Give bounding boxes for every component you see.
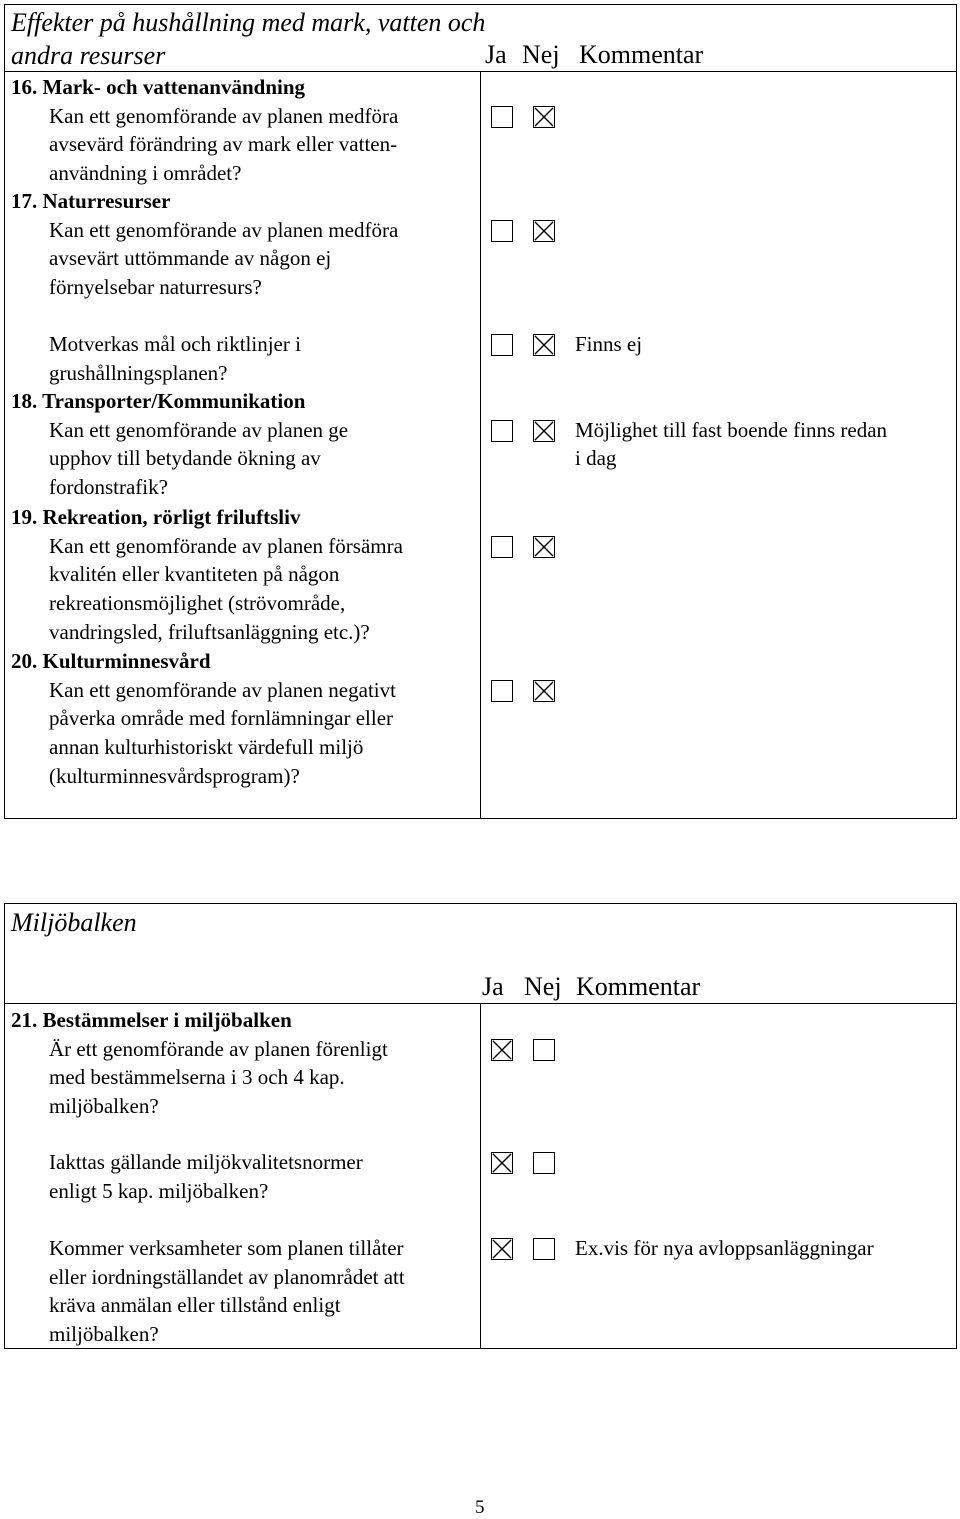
question-text: Kan ett genomförande av planen negativt <box>49 677 396 702</box>
question-text: Kan ett genomförande av planen medföra <box>49 217 399 242</box>
question-text: förnyelsebar naturresurs? <box>49 275 262 300</box>
question-text: eller iordningställandet av planområdet att <box>49 1264 405 1289</box>
nej-checkbox[interactable] <box>533 1152 555 1174</box>
column-header-ja: Ja <box>485 40 507 69</box>
ja-checkbox[interactable] <box>491 536 513 558</box>
ja-checkbox[interactable] <box>491 1039 513 1061</box>
page-number: 5 <box>475 1497 485 1518</box>
question-text: Motverkas mål och riktlinjer i <box>49 332 301 356</box>
nej-checkbox[interactable] <box>533 106 555 128</box>
question-item <box>11 330 301 387</box>
column-header-kommentar: Kommentar <box>579 40 704 69</box>
ja-checkbox[interactable] <box>491 1152 513 1174</box>
question-item <box>11 73 398 188</box>
nej-checkbox[interactable] <box>533 420 555 442</box>
question-text: Kommer verksamheter som planen tillåter <box>49 1236 404 1260</box>
question-heading: 20. Kulturminnesvård <box>11 649 211 673</box>
nej-checkbox[interactable] <box>533 334 555 356</box>
question-heading: 17. Naturresurser <box>11 189 171 213</box>
question-text: (kulturminnesvårdsprogram)? <box>49 763 300 788</box>
question-text: vandringsled, friluftsanläggning etc.)? <box>49 619 370 644</box>
question-text: kvalitén eller kvantiteten på någon <box>49 562 340 587</box>
question-item <box>11 503 403 647</box>
nej-checkbox[interactable] <box>533 536 555 558</box>
section-title: Miljöbalken <box>11 908 137 937</box>
question-text: med bestämmelserna i 3 och 4 kap. <box>49 1065 345 1090</box>
question-text: grushållningsplanen? <box>49 360 228 385</box>
nej-checkbox[interactable] <box>533 220 555 242</box>
question-text: enligt 5 kap. miljöbalken? <box>49 1178 269 1203</box>
column-divider <box>480 71 481 819</box>
ja-checkbox[interactable] <box>491 106 513 128</box>
question-item <box>11 1006 388 1121</box>
question-text: miljöbalken? <box>49 1094 159 1119</box>
ja-checkbox[interactable] <box>491 220 513 242</box>
question-text: användning i området? <box>49 161 242 186</box>
column-header-nej: Nej <box>522 40 560 69</box>
question-item <box>11 187 398 302</box>
question-heading: 16. Mark- och vattenanvändning <box>11 75 306 99</box>
question-text: påverka område med fornlämningar eller <box>49 706 394 731</box>
comment-text: Finns ej <box>575 332 643 356</box>
comment-text: Ex.vis för nya avloppsanläggningar <box>575 1236 874 1260</box>
ja-checkbox[interactable] <box>491 680 513 702</box>
column-header-ja: Ja <box>482 972 504 1001</box>
question-heading: 19. Rekreation, rörligt friluftsliv <box>11 505 301 529</box>
column-header-kommentar: Kommentar <box>576 972 701 1001</box>
question-text: Kan ett genomförande av planen medföra <box>49 103 399 128</box>
nej-checkbox[interactable] <box>533 1238 555 1260</box>
ja-checkbox[interactable] <box>491 334 513 356</box>
question-text: upphov till betydande ökning av <box>49 446 321 471</box>
question-text: miljöbalken? <box>49 1322 159 1347</box>
section-title: Effekter på hushållning med mark, vatten och andra resurser <box>11 8 486 70</box>
question-text: Är ett genomförande av planen förenligt <box>49 1036 388 1061</box>
nej-checkbox[interactable] <box>533 1039 555 1061</box>
question-text: avsevärt uttömmande av någon ej <box>49 246 332 271</box>
question-text: Kan ett genomförande av planen ge <box>49 417 349 442</box>
question-text: avsevärd förändring av mark eller vatten- <box>49 132 398 157</box>
question-heading: 18. Transporter/Kommunikation <box>11 389 306 413</box>
question-text: Kan ett genomförande av planen försämra <box>49 533 403 558</box>
question-item <box>11 647 396 791</box>
question-item <box>11 1234 405 1349</box>
column-divider <box>480 1003 481 1349</box>
column-header-nej: Nej <box>524 972 562 1001</box>
question-text: annan kulturhistoriskt värdefull miljö <box>49 735 364 760</box>
question-item <box>11 387 348 502</box>
question-text: fordonstrafik? <box>49 475 168 500</box>
comment-text: Möjlighet till fast boende finns redan i dag <box>575 417 888 471</box>
question-text: kräva anmälan eller tillstånd enligt <box>49 1293 341 1318</box>
ja-checkbox[interactable] <box>491 420 513 442</box>
question-item <box>11 1148 363 1205</box>
nej-checkbox[interactable] <box>533 680 555 702</box>
ja-checkbox[interactable] <box>491 1238 513 1260</box>
question-heading: 21. Bestämmelser i miljöbalken <box>11 1008 292 1032</box>
question-text: rekreationsmöjlighet (strövområde, <box>49 591 346 616</box>
question-text: Iakttas gällande miljökvalitetsnormer <box>49 1150 363 1174</box>
